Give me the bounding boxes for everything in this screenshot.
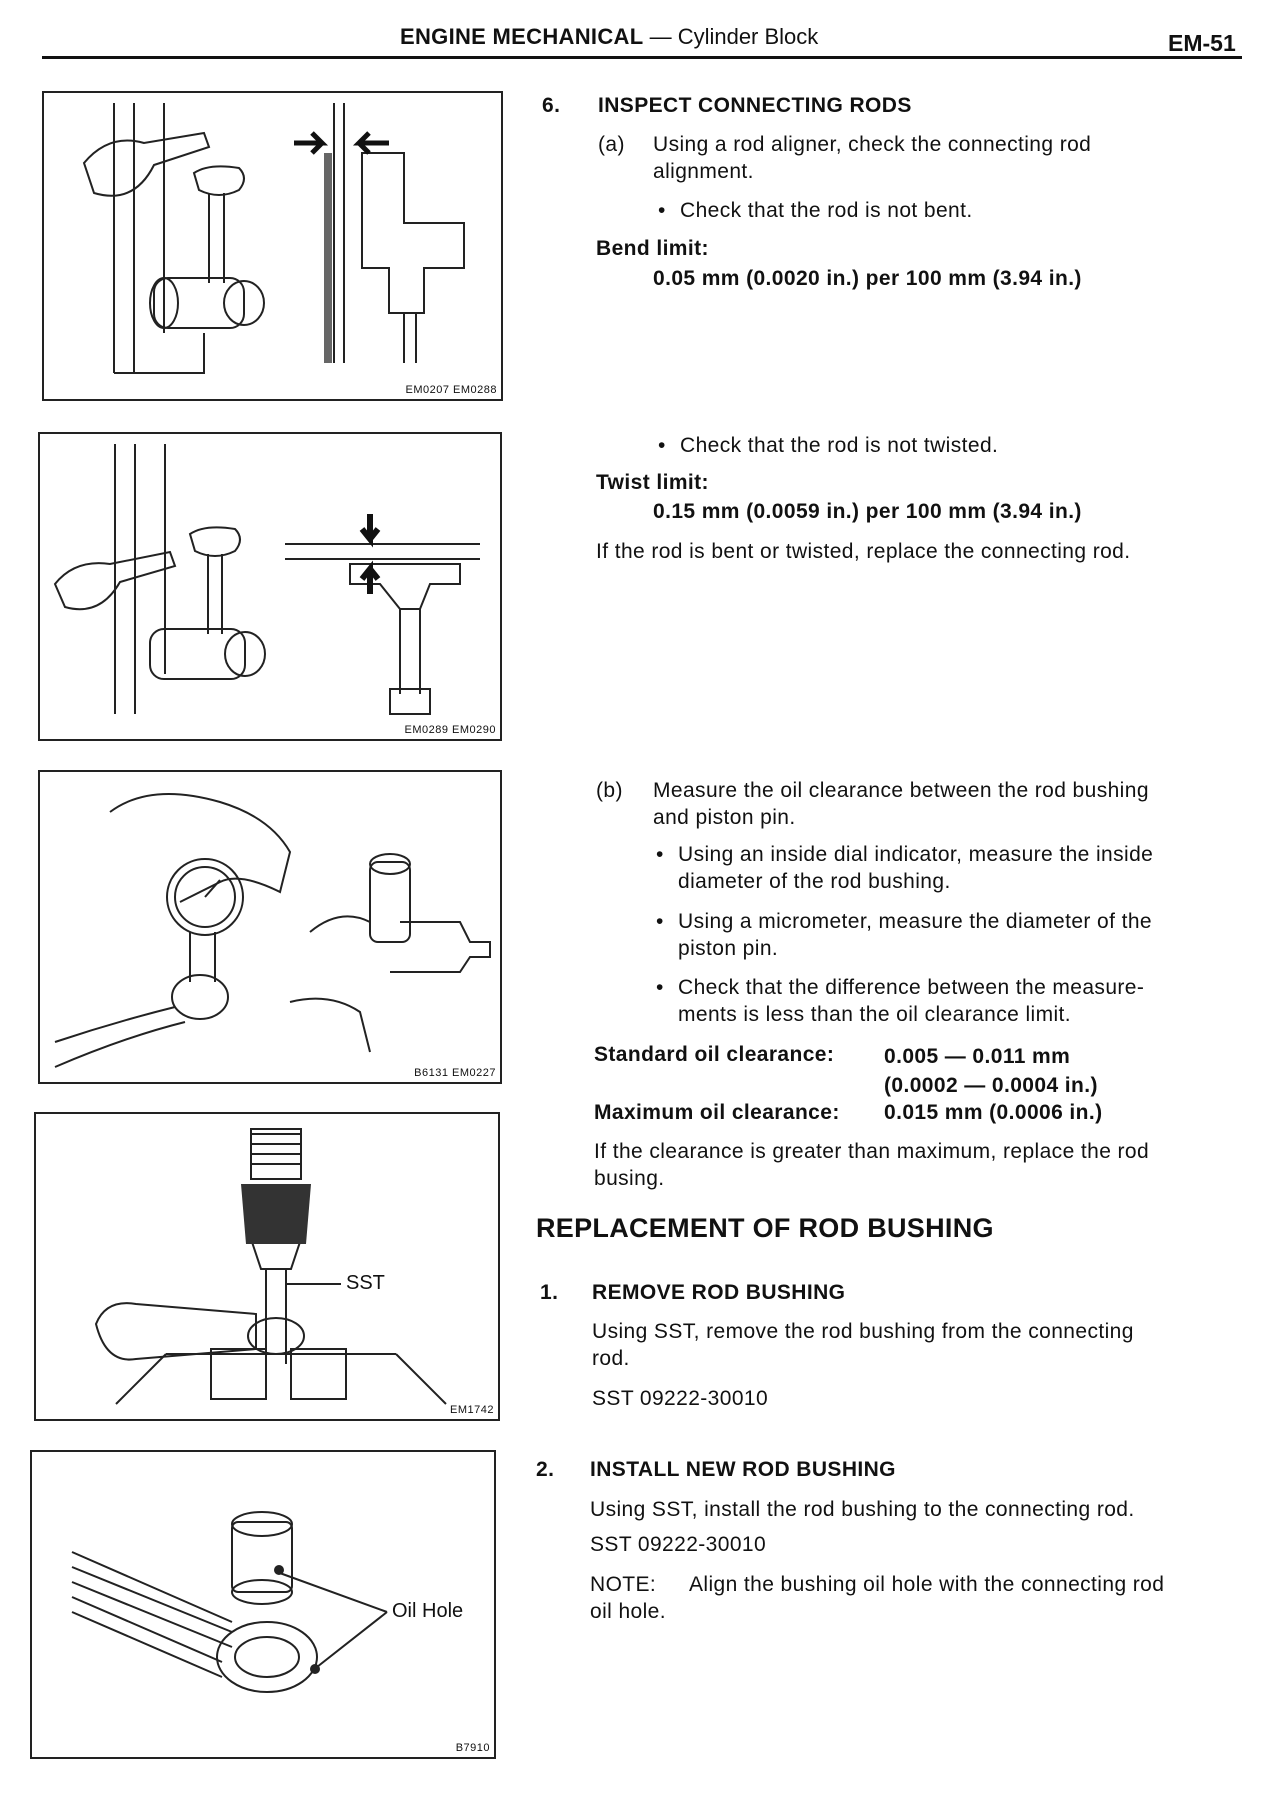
page-header — [400, 24, 818, 50]
bullet-line: diameter of the rod bushing. — [678, 870, 951, 893]
sst-number: SST 09222-30010 — [592, 1387, 769, 1410]
bullet-line: • Using a micrometer, measure the diameter of the — [678, 908, 1152, 935]
step-text: Using SST, install the rod bushing to the connecting rod. — [590, 1498, 1135, 1521]
note-text-line: Align the bushing oil hole with the connecting rod — [689, 1573, 1165, 1596]
figure-oil-clearance — [38, 770, 502, 1084]
max-note-line: busing. — [594, 1167, 665, 1190]
oil-clearance-illustration — [40, 772, 500, 1082]
bullet-line: • Check that the difference between the measure- — [678, 974, 1144, 1001]
oil-hole-label: Oil Hole — [392, 1600, 464, 1622]
figure-oil-hole — [30, 1450, 496, 1759]
step-title: INSTALL NEW ROD BUSHING — [590, 1458, 896, 1481]
bullet-line: piston pin. — [678, 937, 779, 960]
step-title: INSPECT CONNECTING RODS — [598, 94, 912, 117]
twist-limit-label: Twist limit: — [596, 471, 709, 494]
substep-text-line: Measure the oil clearance between the rod bushing — [653, 779, 1149, 802]
bend-limit-label: Bend limit: — [596, 237, 709, 260]
figure-code: B7910 — [455, 1742, 490, 1754]
std-clearance-label: Standard oil clearance: — [594, 1043, 835, 1066]
substep-text-line: Using a rod aligner, check the connecting rod — [653, 133, 1092, 156]
replace-note: If the rod is bent or twisted, replace the connecting rod. — [596, 540, 1131, 563]
bullet-line: • Using an inside dial indicator, measure the inside — [678, 841, 1153, 868]
std-clearance-value-in: (0.0002 — 0.0004 in.) — [884, 1074, 1098, 1097]
step-number: 2. — [536, 1458, 555, 1481]
page-number: EM-51 — [1168, 30, 1236, 56]
substep-marker: (b) — [596, 779, 623, 802]
figure-bend-check — [42, 91, 503, 401]
std-clearance-value: 0.005 — 0.011 mm — [884, 1045, 1071, 1068]
header-rule — [42, 56, 1242, 59]
bullet-line: ments is less than the oil clearance limit. — [678, 1003, 1072, 1026]
step-text-line: Using SST, remove the rod bushing from the connecting — [592, 1320, 1134, 1343]
header-dash: — — [649, 24, 672, 49]
substep-text-line: and piston pin. — [653, 806, 796, 829]
figure-code: B6131 EM0227 — [414, 1067, 496, 1079]
section-heading: REPLACEMENT OF ROD BUSHING — [536, 1213, 994, 1243]
subsection-title: Cylinder Block — [677, 24, 819, 49]
substep-marker: (a) — [598, 133, 625, 156]
sst-label: SST — [346, 1272, 385, 1294]
bullet-twist-check: • Check that the rod is not twisted. — [680, 432, 998, 459]
figure-code: EM0289 EM0290 — [404, 724, 496, 736]
figure-code: EM1742 — [450, 1404, 494, 1416]
bullet-bent-check: • Check that the rod is not bent. — [680, 197, 973, 224]
twist-check-illustration — [40, 434, 500, 739]
figure-twist-check — [38, 432, 502, 741]
bend-limit-value: 0.05 mm (0.0020 in.) per 100 mm (3.94 in.) — [653, 267, 1082, 290]
section-title: ENGINE MECHANICAL — [400, 24, 644, 49]
step-number: 1. — [540, 1281, 559, 1304]
note-text-line: oil hole. — [590, 1600, 666, 1623]
step-title: REMOVE ROD BUSHING — [592, 1281, 846, 1304]
twist-limit-value: 0.15 mm (0.0059 in.) per 100 mm (3.94 in.) — [653, 500, 1082, 523]
substep-text-line: alignment. — [653, 160, 754, 183]
max-note-line: If the clearance is greater than maximum, replace the rod — [594, 1140, 1150, 1163]
remove-bushing-illustration — [36, 1114, 498, 1419]
note-label: NOTE: — [590, 1573, 657, 1596]
figure-code: EM0207 EM0288 — [405, 384, 497, 396]
step-text-line: rod. — [592, 1347, 630, 1370]
sst-number: SST 09222-30010 — [590, 1533, 767, 1556]
max-clearance-value: 0.015 mm (0.0006 in.) — [884, 1101, 1103, 1124]
step-number: 6. — [542, 94, 561, 117]
figure-remove-bushing — [34, 1112, 500, 1421]
bend-check-illustration — [44, 93, 501, 399]
max-clearance-label: Maximum oil clearance: — [594, 1101, 840, 1124]
